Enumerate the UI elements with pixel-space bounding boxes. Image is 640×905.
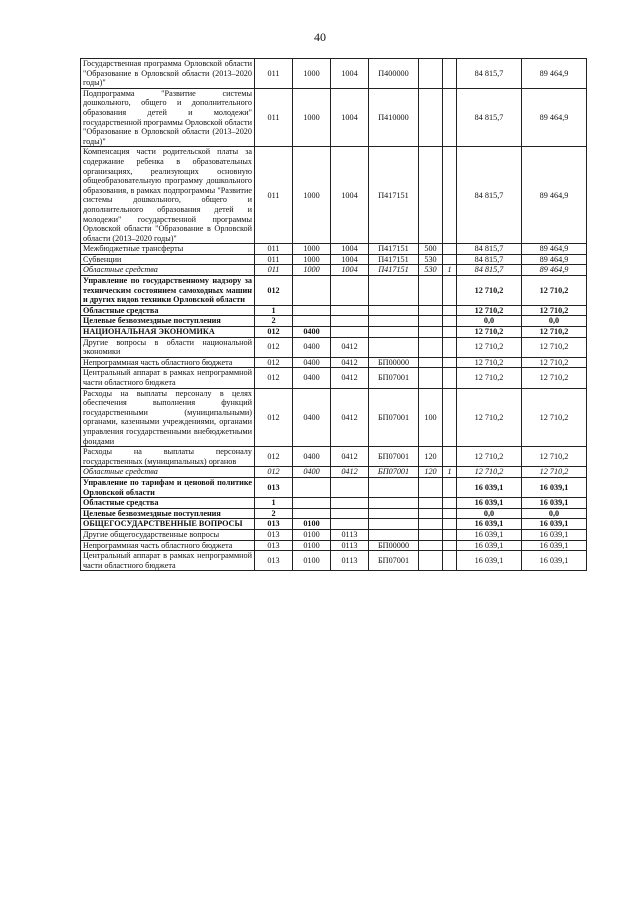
row-name: Подпрограмма "Развитие системы дошкольного, общего и дополнительного образования детей и молодежи" государственной программы Орловской области "Образование в Орловской области (2013–2020 годы)" [81, 88, 255, 147]
funding-source [443, 388, 457, 447]
row-name: Целевые безвозмездные поступления [81, 316, 255, 327]
admin-code: 011 [255, 147, 293, 244]
row-name: Межбюджетные трансферты [81, 244, 255, 255]
target-article: БП00000 [369, 357, 419, 368]
page-number: 40 [314, 30, 326, 44]
admin-code: 012 [255, 357, 293, 368]
admin-code: 011 [255, 254, 293, 265]
row-name: Управление по государственному надзору за техническим состоянием самоходных машин и других видов техники Орловской области [81, 276, 255, 306]
subsection-code: 1004 [331, 88, 369, 147]
row-name: Государственная программа Орловской области "Образование в Орловской области (2013–2020 годы)" [81, 59, 255, 89]
expense-type: 120 [419, 467, 443, 478]
admin-code: 013 [255, 551, 293, 571]
row-name: Расходы на выплаты персоналу государственных (муниципальных) органов [81, 447, 255, 467]
amount-year-2: 0,0 [522, 316, 587, 327]
admin-code: 012 [255, 467, 293, 478]
amount-year-1: 84 815,7 [457, 244, 522, 255]
amount-year-1: 84 815,7 [457, 59, 522, 89]
target-article [369, 519, 419, 530]
section-code: 1000 [293, 88, 331, 147]
table-row [81, 244, 587, 255]
subsection-code [331, 519, 369, 530]
expense-type [419, 59, 443, 89]
expense-type [419, 337, 443, 357]
expense-type [419, 540, 443, 551]
table-row [81, 357, 587, 368]
expense-type: 530 [419, 265, 443, 276]
target-article: БП07001 [369, 551, 419, 571]
table-row [81, 59, 587, 89]
amount-year-1: 84 815,7 [457, 88, 522, 147]
row-name: Непрограммная часть областного бюджета [81, 540, 255, 551]
section-code: 0100 [293, 540, 331, 551]
target-article [369, 508, 419, 519]
subsection-code: 1004 [331, 265, 369, 276]
section-code [293, 508, 331, 519]
subsection-code [331, 508, 369, 519]
amount-year-2: 89 464,9 [522, 147, 587, 244]
subsection-code: 1004 [331, 147, 369, 244]
admin-code: 011 [255, 265, 293, 276]
subsection-code: 1004 [331, 244, 369, 255]
table-row [81, 337, 587, 357]
expense-type [419, 147, 443, 244]
table-row [81, 540, 587, 551]
row-name: НАЦИОНАЛЬНАЯ ЭКОНОМИКА [81, 327, 255, 338]
row-name: Областные средства [81, 305, 255, 316]
amount-year-2: 16 039,1 [522, 540, 587, 551]
table-row [81, 316, 587, 327]
row-name: Центральный аппарат в рамках непрограммной части областного бюджета [81, 551, 255, 571]
admin-code: 012 [255, 388, 293, 447]
section-code [293, 276, 331, 306]
expense-type [419, 529, 443, 540]
amount-year-2: 12 710,2 [522, 368, 587, 388]
target-article: БП07001 [369, 368, 419, 388]
table-row [81, 529, 587, 540]
expense-type [419, 316, 443, 327]
funding-source [443, 316, 457, 327]
table-row [81, 388, 587, 447]
amount-year-2: 16 039,1 [522, 498, 587, 509]
admin-code: 2 [255, 508, 293, 519]
expense-type: 120 [419, 447, 443, 467]
admin-code: 011 [255, 88, 293, 147]
target-article: БП07001 [369, 447, 419, 467]
section-code: 0400 [293, 327, 331, 338]
section-code: 0400 [293, 388, 331, 447]
table-row [81, 147, 587, 244]
amount-year-1: 16 039,1 [457, 529, 522, 540]
funding-source [443, 519, 457, 530]
subsection-code [331, 305, 369, 316]
amount-year-2: 12 710,2 [522, 467, 587, 478]
expense-type [419, 327, 443, 338]
target-article [369, 477, 419, 497]
amount-year-1: 16 039,1 [457, 498, 522, 509]
target-article [369, 529, 419, 540]
admin-code: 011 [255, 244, 293, 255]
row-name: Областные средства [81, 467, 255, 478]
amount-year-1: 16 039,1 [457, 551, 522, 571]
target-article: П417151 [369, 265, 419, 276]
funding-source [443, 244, 457, 255]
amount-year-1: 12 710,2 [457, 368, 522, 388]
amount-year-1: 12 710,2 [457, 357, 522, 368]
amount-year-2: 0,0 [522, 508, 587, 519]
amount-year-1: 12 710,2 [457, 276, 522, 306]
funding-source [443, 529, 457, 540]
table-row [81, 551, 587, 571]
row-name: Субвенции [81, 254, 255, 265]
amount-year-2: 12 710,2 [522, 327, 587, 338]
target-article: П417151 [369, 254, 419, 265]
row-name: Областные средства [81, 498, 255, 509]
table-row [81, 519, 587, 530]
section-code: 0100 [293, 529, 331, 540]
expense-type: 100 [419, 388, 443, 447]
subsection-code: 0412 [331, 467, 369, 478]
admin-code: 1 [255, 305, 293, 316]
expense-type [419, 276, 443, 306]
subsection-code [331, 477, 369, 497]
target-article: БП07001 [369, 467, 419, 478]
funding-source [443, 88, 457, 147]
expense-type [419, 508, 443, 519]
target-article [369, 276, 419, 306]
subsection-code: 1004 [331, 59, 369, 89]
amount-year-1: 84 815,7 [457, 265, 522, 276]
section-code: 0100 [293, 519, 331, 530]
section-code: 0400 [293, 467, 331, 478]
target-article [369, 337, 419, 357]
admin-code: 2 [255, 316, 293, 327]
admin-code: 012 [255, 368, 293, 388]
amount-year-1: 16 039,1 [457, 519, 522, 530]
table-row [81, 265, 587, 276]
target-article: П417151 [369, 147, 419, 244]
table-body [81, 59, 587, 571]
subsection-code [331, 316, 369, 327]
admin-code: 012 [255, 447, 293, 467]
funding-source [443, 147, 457, 244]
table-row [81, 508, 587, 519]
amount-year-2: 16 039,1 [522, 551, 587, 571]
target-article: П417151 [369, 244, 419, 255]
expense-type: 530 [419, 254, 443, 265]
amount-year-2: 89 464,9 [522, 244, 587, 255]
table-row [81, 254, 587, 265]
target-article: БП07001 [369, 388, 419, 447]
funding-source [443, 368, 457, 388]
subsection-code: 0113 [331, 551, 369, 571]
expense-type [419, 498, 443, 509]
funding-source [443, 357, 457, 368]
funding-source [443, 540, 457, 551]
amount-year-1: 12 710,2 [457, 388, 522, 447]
expense-type [419, 477, 443, 497]
funding-source [443, 498, 457, 509]
table-row [81, 447, 587, 467]
admin-code: 013 [255, 477, 293, 497]
amount-year-2: 16 039,1 [522, 477, 587, 497]
row-name: Областные средства [81, 265, 255, 276]
row-name: Непрограммная часть областного бюджета [81, 357, 255, 368]
table-row [81, 305, 587, 316]
expense-type [419, 551, 443, 571]
amount-year-2: 89 464,9 [522, 254, 587, 265]
amount-year-2: 12 710,2 [522, 276, 587, 306]
target-article: БП00000 [369, 540, 419, 551]
table-row [81, 477, 587, 497]
expense-type: 500 [419, 244, 443, 255]
admin-code: 012 [255, 327, 293, 338]
subsection-code [331, 276, 369, 306]
funding-source [443, 305, 457, 316]
target-article [369, 498, 419, 509]
table-row [81, 368, 587, 388]
row-name: Компенсация части родительской платы за содержание ребенка в образовательных организациях, реализующих основную общеобразовательную программу дошкольного образования, в рамках подпрограммы "Развитие системы дошкольного, общего и дополнительного образования детей и молодежи" государственной программы Орловской области "Образование в Орловской области (2013–2020 годы)" [81, 147, 255, 244]
table-row [81, 88, 587, 147]
section-code: 1000 [293, 147, 331, 244]
amount-year-1: 16 039,1 [457, 477, 522, 497]
admin-code: 013 [255, 529, 293, 540]
funding-source: 1 [443, 467, 457, 478]
admin-code: 011 [255, 59, 293, 89]
section-code [293, 305, 331, 316]
row-name: Другие вопросы в области национальной экономики [81, 337, 255, 357]
amount-year-1: 84 815,7 [457, 254, 522, 265]
subsection-code: 1004 [331, 254, 369, 265]
table-row [81, 276, 587, 306]
amount-year-1: 12 710,2 [457, 467, 522, 478]
amount-year-2: 12 710,2 [522, 357, 587, 368]
funding-source [443, 59, 457, 89]
section-code: 0400 [293, 357, 331, 368]
expense-type [419, 519, 443, 530]
section-code [293, 316, 331, 327]
amount-year-1: 12 710,2 [457, 447, 522, 467]
section-code: 0400 [293, 337, 331, 357]
section-code: 1000 [293, 244, 331, 255]
amount-year-1: 16 039,1 [457, 540, 522, 551]
amount-year-2: 16 039,1 [522, 519, 587, 530]
budget-table [80, 58, 587, 571]
amount-year-1: 12 710,2 [457, 337, 522, 357]
row-name: Управление по тарифам и ценовой политике Орловской области [81, 477, 255, 497]
funding-source: 1 [443, 265, 457, 276]
subsection-code: 0412 [331, 357, 369, 368]
funding-source [443, 508, 457, 519]
amount-year-2: 16 039,1 [522, 529, 587, 540]
row-name: ОБЩЕГОСУДАРСТВЕННЫЕ ВОПРОСЫ [81, 519, 255, 530]
subsection-code: 0113 [331, 540, 369, 551]
amount-year-2: 12 710,2 [522, 447, 587, 467]
target-article [369, 316, 419, 327]
admin-code: 1 [255, 498, 293, 509]
amount-year-2: 89 464,9 [522, 265, 587, 276]
amount-year-1: 0,0 [457, 316, 522, 327]
amount-year-1: 84 815,7 [457, 147, 522, 244]
row-name: Центральный аппарат в рамках непрограммной части областного бюджета [81, 368, 255, 388]
subsection-code: 0412 [331, 368, 369, 388]
section-code: 0400 [293, 447, 331, 467]
subsection-code: 0412 [331, 447, 369, 467]
table-row [81, 498, 587, 509]
admin-code: 012 [255, 337, 293, 357]
section-code [293, 477, 331, 497]
target-article: П410000 [369, 88, 419, 147]
section-code [293, 498, 331, 509]
subsection-code: 0412 [331, 337, 369, 357]
funding-source [443, 276, 457, 306]
amount-year-1: 12 710,2 [457, 327, 522, 338]
admin-code: 013 [255, 540, 293, 551]
section-code: 0100 [293, 551, 331, 571]
target-article [369, 327, 419, 338]
section-code: 1000 [293, 254, 331, 265]
amount-year-2: 89 464,9 [522, 88, 587, 147]
section-code: 1000 [293, 265, 331, 276]
amount-year-1: 0,0 [457, 508, 522, 519]
amount-year-1: 12 710,2 [457, 305, 522, 316]
subsection-code [331, 498, 369, 509]
funding-source [443, 337, 457, 357]
row-name: Целевые безвозмездные поступления [81, 508, 255, 519]
expense-type [419, 368, 443, 388]
expense-type [419, 305, 443, 316]
funding-source [443, 447, 457, 467]
admin-code: 012 [255, 276, 293, 306]
amount-year-2: 12 710,2 [522, 305, 587, 316]
table-row [81, 467, 587, 478]
section-code: 1000 [293, 59, 331, 89]
subsection-code: 0113 [331, 529, 369, 540]
row-name: Другие общегосударственные вопросы [81, 529, 255, 540]
subsection-code [331, 327, 369, 338]
expense-type [419, 357, 443, 368]
funding-source [443, 327, 457, 338]
target-article: П400000 [369, 59, 419, 89]
row-name: Расходы на выплаты персоналу в целях обеспечения выполнения функций государственными (муниципальными) органами, казенными учреждениями, органами управления государственными внебюджетными фондами [81, 388, 255, 447]
funding-source [443, 477, 457, 497]
amount-year-2: 12 710,2 [522, 337, 587, 357]
amount-year-2: 12 710,2 [522, 388, 587, 447]
funding-source [443, 551, 457, 571]
funding-source [443, 254, 457, 265]
amount-year-2: 89 464,9 [522, 59, 587, 89]
table-row [81, 327, 587, 338]
target-article [369, 305, 419, 316]
admin-code: 013 [255, 519, 293, 530]
expense-type [419, 88, 443, 147]
section-code: 0400 [293, 368, 331, 388]
subsection-code: 0412 [331, 388, 369, 447]
